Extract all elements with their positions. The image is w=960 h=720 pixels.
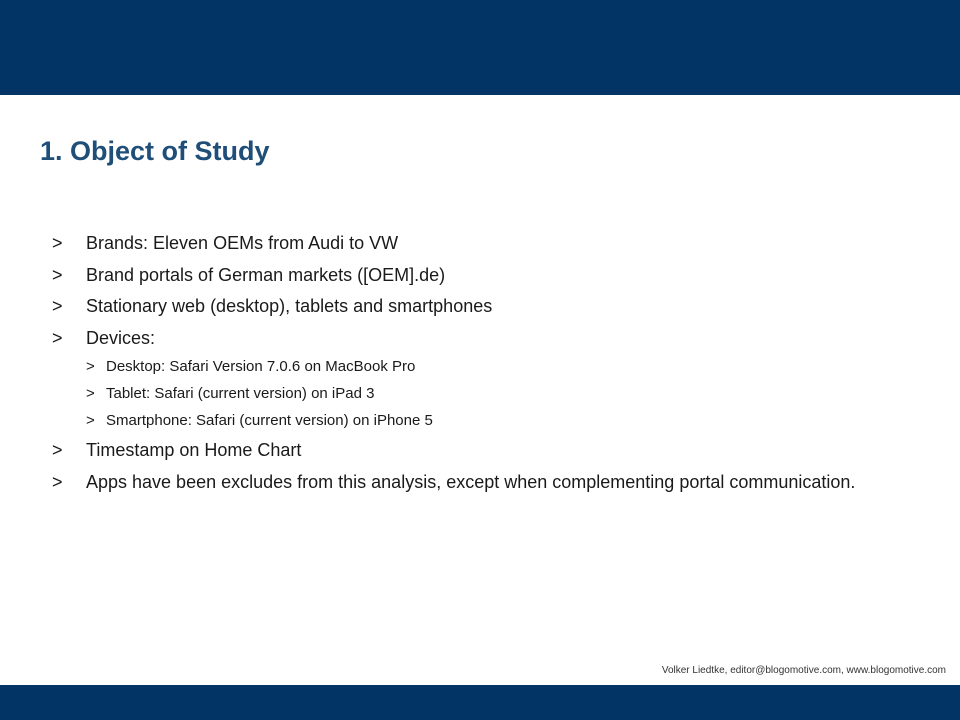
bullet-item-apps (52, 470, 912, 494)
header-band (0, 0, 960, 95)
slide-title: 1. Object of Study (40, 136, 270, 166)
bullet-marker: > (52, 440, 63, 460)
sub-bullet-smartphone (52, 411, 912, 431)
bullet-text: Stationary web (desktop), tablets and smartphones (86, 296, 493, 316)
sub-bullet-tablet (52, 384, 912, 404)
bullet-item-brands (52, 231, 912, 255)
bullet-text: Desktop: Safari Version 7.0.6 on MacBook Pro (106, 358, 416, 375)
bullet-text: Timestamp on Home Chart (86, 440, 302, 460)
bullet-item-platforms (52, 294, 912, 318)
bullet-marker: > (52, 471, 63, 492)
bullet-marker: > (86, 412, 95, 429)
bullet-item-devices (52, 326, 912, 350)
bullet-text: Tablet: Safari (current version) on iPad 3 (106, 385, 375, 402)
bullet-marker: > (52, 233, 63, 253)
bullet-marker: > (52, 264, 63, 285)
bullet-list (52, 231, 912, 501)
bullet-item-timestamp (52, 438, 912, 462)
bullet-text: Brands: Eleven OEMs from Audi to VW (86, 233, 399, 253)
sub-bullet-desktop (52, 357, 912, 377)
bullet-marker: > (86, 385, 95, 402)
footer-band (0, 685, 960, 720)
bullet-item-portals (52, 263, 912, 287)
bullet-marker: > (86, 358, 95, 375)
bullet-marker: > (52, 327, 63, 348)
bullet-marker: > (52, 296, 63, 316)
bullet-text: Apps have been excludes from this analysis, except when complementing portal communication. (86, 471, 856, 492)
bullet-text: Devices: (86, 327, 156, 348)
bullet-text: Smartphone: Safari (current version) on iPhone 5 (106, 412, 433, 429)
footer-credit: Volker Liedtke, editor@blogomotive.com, www.blogomotive.com (661, 665, 946, 676)
bullet-text: Brand portals of German markets ([OEM].de) (86, 264, 446, 285)
